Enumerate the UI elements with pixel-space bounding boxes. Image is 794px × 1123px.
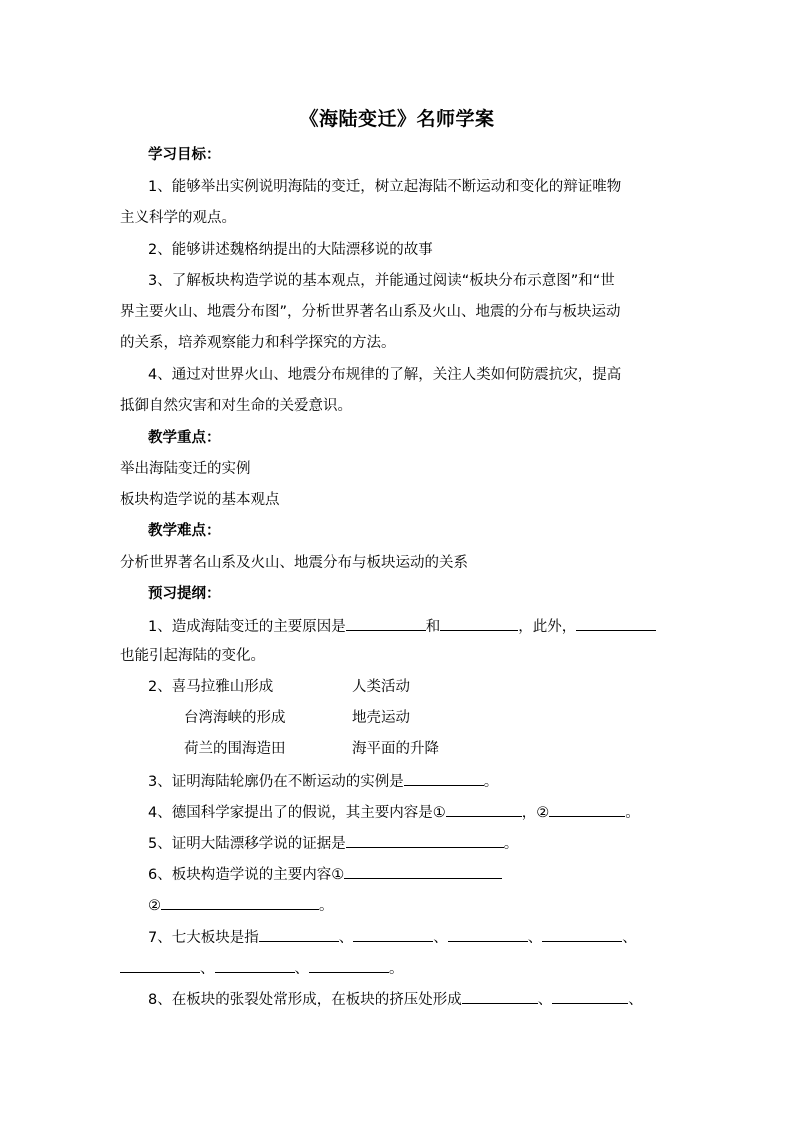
question-1: 1、造成海陆变迁的主要原因是 和 ，此外，: [148, 615, 656, 637]
key-point-1: 举出海陆变迁的实例: [120, 461, 251, 477]
match-right-2: 地壳运动: [352, 710, 410, 726]
match-right-3: 海平面的升降: [352, 741, 439, 757]
answer-blank[interactable]: [344, 863, 502, 879]
answer-blank[interactable]: [346, 615, 426, 631]
answer-blank[interactable]: [346, 832, 504, 848]
difficulties-heading: 教学难点：: [148, 522, 221, 539]
difficulty-1: 分析世界著名山系及火山、地震分布与板块运动的关系: [120, 555, 468, 571]
key-points-heading: 教学重点：: [148, 429, 221, 446]
match-left-2: 台湾海峡的形成: [184, 710, 286, 726]
question-4: 4、德国科学家提出了的假说，其主要内容是① ，② 。: [148, 801, 640, 823]
goal-3-line-2: 界主要火山、地震分布图”，分析世界著名山系及火山、地震的分布与板块运动: [120, 304, 621, 320]
answer-blank[interactable]: [576, 615, 656, 631]
goal-1-line-1: 1、能够举出实例说明海陆的变迁，树立起海陆不断运动和变化的辩证唯物: [148, 179, 622, 195]
answer-blank[interactable]: [549, 801, 625, 817]
question-7-line-2: 、 、 。: [120, 957, 404, 979]
answer-blank[interactable]: [440, 615, 518, 631]
question-7: 7、七大板块是指 、 、 、 、: [148, 926, 637, 948]
goal-1-line-2: 主义科学的观点。: [120, 210, 236, 226]
goal-4-line-1: 4、通过对世界火山、地震分布规律的了解，关注人类如何防震抗灾，提高: [148, 367, 622, 383]
match-left-1: 2、喜马拉雅山形成: [148, 679, 274, 695]
answer-blank[interactable]: [462, 988, 538, 1004]
match-right-1: 人类活动: [352, 679, 410, 695]
answer-blank[interactable]: [161, 894, 319, 910]
question-8: 8、在板块的张裂处常形成，在板块的挤压处形成 、 、: [148, 988, 643, 1010]
answer-blank[interactable]: [448, 926, 528, 942]
key-point-2: 板块构造学说的基本观点: [120, 492, 280, 508]
answer-blank[interactable]: [120, 957, 200, 973]
answer-blank[interactable]: [446, 801, 522, 817]
answer-blank[interactable]: [309, 957, 389, 973]
answer-blank[interactable]: [215, 957, 295, 973]
preview-heading: 预习提纲：: [148, 585, 221, 602]
match-left-3: 荷兰的围海造田: [184, 741, 286, 757]
answer-blank[interactable]: [404, 770, 484, 786]
answer-blank[interactable]: [259, 926, 339, 942]
question-6-line-2: ② 。: [148, 894, 334, 916]
goals-heading: 学习目标：: [148, 146, 221, 163]
goal-3-line-1: 3、了解板块构造学说的基本观点，并能通过阅读“板块分布示意图”和“世: [148, 273, 615, 289]
answer-blank[interactable]: [552, 988, 628, 1004]
answer-blank[interactable]: [353, 926, 433, 942]
goal-4-line-2: 抵御自然灾害和对生命的关爱意识。: [120, 398, 352, 414]
goal-2: 2、能够讲述魏格纳提出的大陆漂移说的故事: [148, 242, 433, 258]
question-6: 6、板块构造学说的主要内容①: [148, 863, 502, 885]
page-title: 《海陆变迁》名师学案: [299, 108, 495, 130]
goal-3-line-3: 的关系，培养观察能力和科学探究的方法。: [120, 335, 396, 351]
question-3: 3、证明海陆轮廓仍在不断运动的实例是 。: [148, 770, 498, 792]
question-1-line-2: 也能引起海陆的变化。: [120, 648, 265, 664]
question-5: 5、证明大陆漂移学说的证据是 。: [148, 832, 518, 854]
answer-blank[interactable]: [542, 926, 622, 942]
